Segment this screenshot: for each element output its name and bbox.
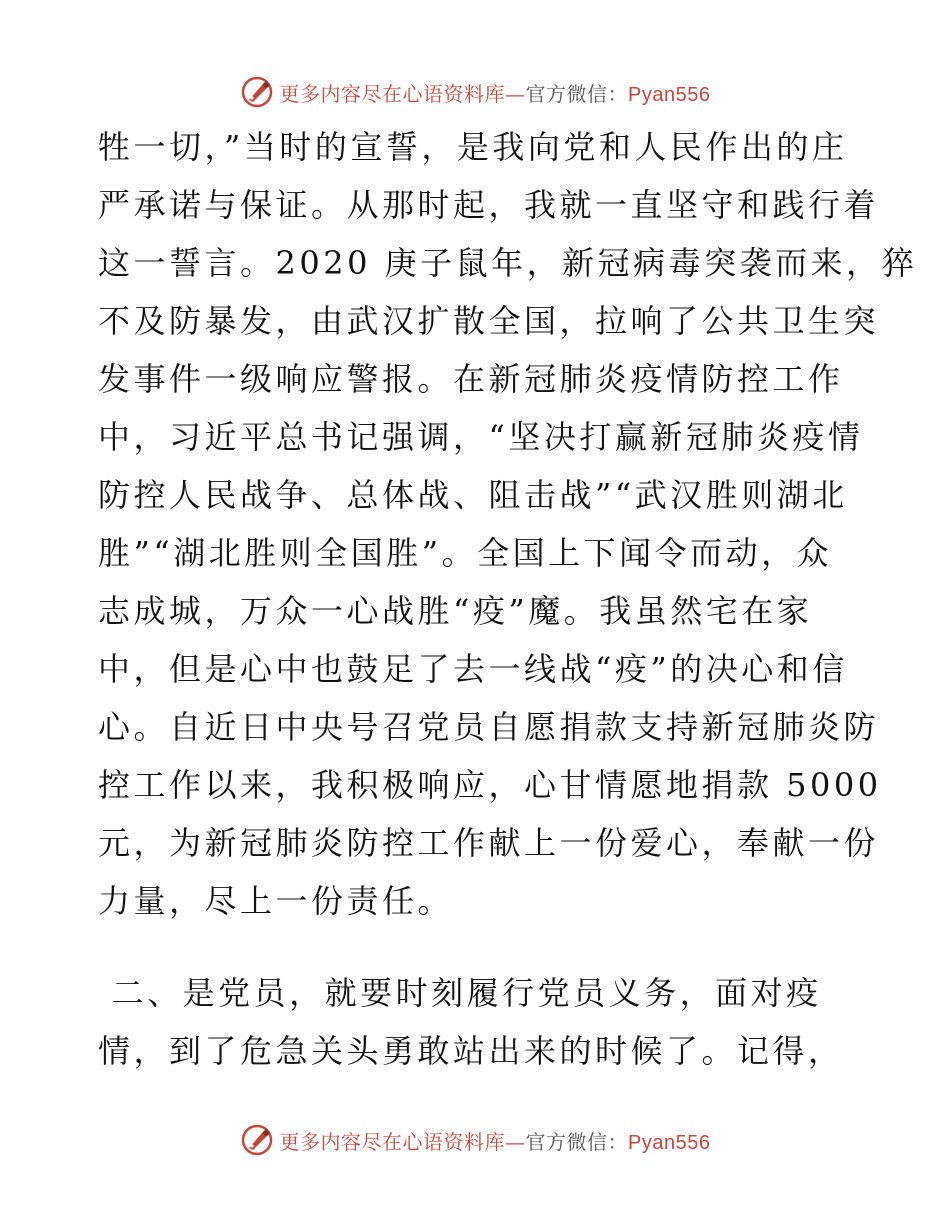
body-line: 不及防暴发，由武汉扩散全国，拉响了公共卫生突 — [98, 302, 880, 340]
body-line: 中，但是心中也鼓足了去一线战“疫”的决心和信 — [98, 650, 848, 688]
watermark-separator: — — [505, 81, 526, 106]
watermark-text: 更多内容尽在心语资料库 — [279, 81, 506, 106]
body-line: 胜”“湖北胜则全国胜”。全国上下闻令而动，众 — [98, 534, 833, 572]
body-line: 这一誓言。2020 庚子鼠年，新冠病毒突袭而来，猝 — [98, 244, 918, 282]
wechat-id: Pyan556 — [628, 1131, 711, 1154]
body-line: 元，为新冠肺炎防控工作献上一份爱心，奉献一份 — [98, 824, 880, 862]
watermark-text: 更多内容尽在心语资料库 — [279, 1129, 506, 1154]
body-line: 严承诺与保证。从那时起，我就一直坚守和践行着 — [98, 186, 880, 224]
header-watermark — [0, 70, 950, 114]
pen-nib-logo-icon — [240, 75, 274, 109]
section-heading-line: 二、是党员，就要时刻履行党员义务，面对疫 — [98, 974, 822, 1012]
body-line: 志成城，万众一心战胜“疫”魔。我虽然宅在家 — [98, 592, 813, 630]
wechat-label: 官方微信： — [525, 81, 629, 106]
paragraph-gap — [98, 930, 858, 964]
body-line: 力量，尽上一份责任。 — [98, 882, 454, 920]
pen-nib-logo-icon — [240, 1123, 274, 1157]
wechat-label: 官方微信： — [525, 1129, 629, 1154]
footer-watermark — [0, 1118, 950, 1162]
body-line: 发事件一级响应警报。在新冠肺炎疫情防控工作 — [98, 360, 844, 398]
body-line: 中，习近平总书记强调，“坚决打赢新冠肺炎疫情 — [98, 418, 864, 456]
body-line: 心。自近日中央号召党员自愿捐款支持新冠肺炎防 — [98, 708, 880, 746]
body-line: 牲一切，”当时的宣誓，是我向党和人民作出的庄 — [98, 128, 848, 166]
document-body — [98, 118, 918, 1080]
body-line: 控工作以来，我积极响应，心甘情愿地捐款 5000 — [98, 766, 882, 804]
wechat-id: Pyan556 — [628, 83, 711, 106]
section-body-line: 情，到了危急关头勇敢站出来的时候了。记得， — [98, 1032, 844, 1070]
watermark-separator: — — [505, 1129, 526, 1154]
body-line: 防控人民战争、总体战、阻击战”“武汉胜则湖北 — [98, 476, 848, 514]
